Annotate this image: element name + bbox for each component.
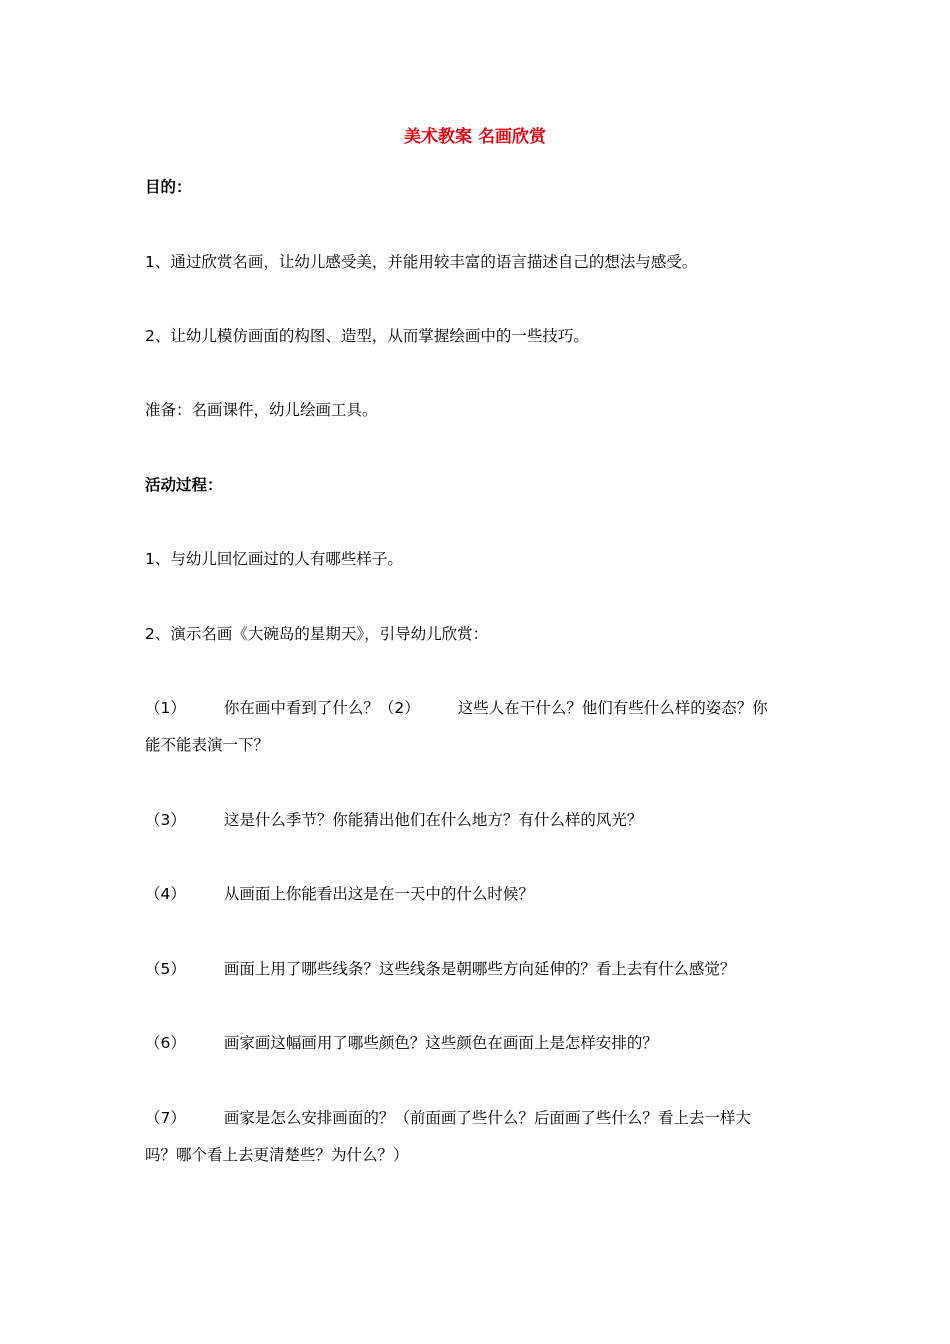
question-7: [145, 1101, 813, 1135]
question-3: [145, 803, 813, 837]
question-4: [145, 877, 813, 911]
question-5-text: 画面上用了哪些线条？这些线条是朝哪些方向延伸的？看上去有什么感觉？: [223, 960, 736, 978]
goal-item-2: 2、让幼儿模仿画面的构图、造型，从而掌握绘画中的一些技巧。: [145, 327, 589, 345]
document-title: [0, 126, 950, 148]
question-5-number: （5）: [145, 960, 186, 978]
question-6-number: （6）: [145, 1034, 186, 1052]
question-7-number: （7）: [145, 1109, 186, 1127]
title-text: 美术教案 名画欣赏: [404, 127, 546, 147]
preparation-line: 准备：名画课件，幼儿绘画工具。: [145, 401, 378, 419]
process-heading: 活动过程：: [145, 476, 223, 494]
goal-heading: 目的：: [145, 178, 192, 196]
question-2-number: （2）: [378, 699, 420, 717]
question-5: [145, 952, 813, 986]
process-step-2: 2、演示名画《大碗岛的星期天》，引导幼儿欣赏：: [145, 625, 489, 643]
question-1-2-line: [145, 691, 813, 725]
question-7-text: 画家是怎么安排画面的？（前面画了些什么？后面画了些什么？看上去一样大: [223, 1109, 751, 1127]
question-1-text: 你在画中看到了什么？: [223, 699, 379, 717]
question-7-continuation: 吗？哪个看上去更清楚些？为什么？）: [145, 1146, 409, 1164]
question-6-text: 画家画这幅画用了哪些颜色？这些颜色在画面上是怎样安排的？: [223, 1034, 658, 1052]
question-3-number: （3）: [145, 811, 186, 829]
question-4-text: 从画面上你能看出这是在一天中的什么时候？: [223, 885, 534, 903]
process-step-1: 1、与幼儿回忆画过的人有哪些样子。: [145, 550, 403, 568]
question-2-continuation: 能不能表演一下？: [145, 736, 270, 754]
question-1-number: （1）: [145, 699, 186, 717]
question-2-text: 这些人在干什么？他们有些什么样的姿态？你: [457, 699, 768, 717]
question-6: [145, 1026, 813, 1060]
goal-item-1: 1、通过欣赏名画，让幼儿感受美，并能用较丰富的语言描述自己的想法与感受。: [145, 253, 698, 271]
question-4-number: （4）: [145, 885, 186, 903]
question-3-text: 这是什么季节？你能猜出他们在什么地方？有什么样的风光？: [223, 811, 643, 829]
